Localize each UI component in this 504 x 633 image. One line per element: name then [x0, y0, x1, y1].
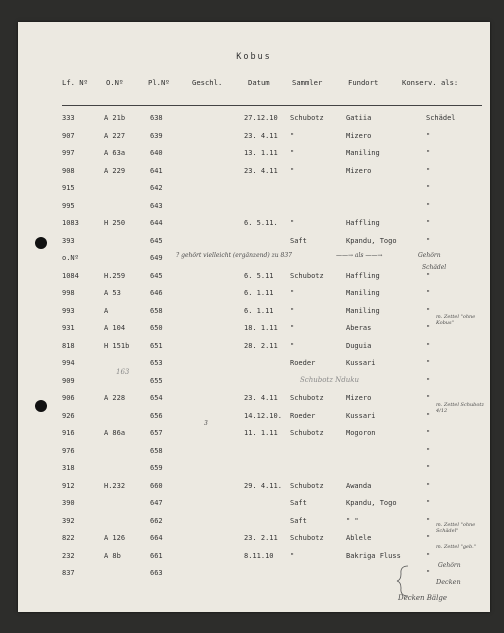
- sammler-cell: ": [290, 551, 295, 560]
- lf-nr-cell: 232: [62, 551, 75, 560]
- header-geschl: Geschl.: [192, 78, 223, 87]
- o-nr-cell: A 21b: [104, 114, 126, 122]
- header-fundort: Fundort: [348, 78, 379, 87]
- handwritten-schaedel: Schädel: [422, 264, 447, 271]
- table-row: [18, 412, 490, 426]
- o-nr-cell: A 228: [104, 394, 126, 402]
- pl-nr-cell: 661: [150, 551, 163, 560]
- konserv-cell: ": [426, 499, 431, 507]
- pl-nr-cell: 663: [150, 569, 163, 577]
- table-row: [18, 184, 490, 198]
- o-nr-cell: A 53: [104, 289, 121, 297]
- header-o-nr: O.Nº: [106, 78, 124, 87]
- fundort-cell: Mizero: [346, 394, 372, 402]
- pl-nr-cell: 654: [150, 394, 163, 402]
- pl-nr-cell: 646: [150, 289, 163, 297]
- table-row: [18, 359, 490, 373]
- table-row: [18, 324, 490, 338]
- konserv-cell: ": [426, 201, 431, 210]
- fundort-cell: Mogoron: [346, 429, 376, 437]
- sammler-cell: ": [290, 289, 295, 297]
- pl-nr-cell: 655: [150, 376, 163, 385]
- table-row: [18, 132, 490, 146]
- datum-cell: 29. 4.11.: [244, 481, 282, 490]
- lf-nr-cell: 333: [62, 114, 75, 122]
- pl-nr-cell: 641: [150, 166, 163, 175]
- table-row: [18, 289, 490, 303]
- margin-note-5: Gehörn: [438, 562, 461, 569]
- o-nr-cell: A 229: [104, 166, 126, 175]
- table-row: [18, 499, 490, 513]
- sammler-cell: ": [290, 324, 295, 332]
- pl-nr-cell: 644: [150, 219, 163, 227]
- fundort-cell: Kussari: [346, 411, 376, 420]
- konserv-cell: ": [426, 341, 431, 350]
- konserv-cell: ": [426, 149, 431, 157]
- lf-nr-cell: 906: [62, 394, 75, 402]
- pl-nr-cell: 645: [150, 271, 163, 280]
- lf-nr-cell: 931: [62, 324, 75, 332]
- o-nr-cell: A 63a: [104, 149, 126, 157]
- pl-nr-cell: 638: [150, 114, 163, 122]
- o-nr-cell: A 86a: [104, 429, 126, 437]
- sammler-cell: ": [290, 149, 295, 157]
- konserv-cell: ": [426, 184, 431, 192]
- pencil-name: Schubotz Nduku: [300, 376, 360, 384]
- lf-nr-cell: 912: [62, 481, 75, 490]
- o-nr-cell: H 151b: [104, 341, 130, 350]
- datum-cell: 13. 1.11: [244, 149, 278, 157]
- pl-nr-cell: 639: [150, 131, 163, 140]
- table-row: [18, 377, 490, 391]
- fundort-cell: Maniling: [346, 306, 380, 315]
- lf-nr-cell: 994: [62, 359, 75, 367]
- handwritten-arrow: ——→ als ——→: [336, 252, 383, 259]
- handwritten-gehoern: Gehörn: [418, 252, 441, 259]
- fundort-cell: Haffling: [346, 271, 380, 280]
- pl-nr-cell: 664: [150, 534, 163, 542]
- fundort-cell: Haffling: [346, 219, 380, 227]
- table-row: [18, 149, 490, 163]
- pl-nr-cell: 649: [150, 254, 163, 262]
- konserv-cell: ": [426, 464, 431, 472]
- konserv-cell: ": [426, 271, 431, 280]
- datum-cell: 6. 5.11: [244, 271, 274, 280]
- fundort-cell: Kpandu, Togo: [346, 499, 397, 507]
- handwritten-note: ? gehört vielleicht (ergänzend) zu 837: [176, 252, 292, 259]
- brace-mark: [396, 564, 410, 598]
- sammler-cell: Roeder: [290, 411, 316, 420]
- lf-nr-cell: 837: [62, 569, 75, 577]
- lf-nr-cell: 1083: [62, 219, 79, 227]
- fundort-cell: Maniling: [346, 289, 380, 297]
- sammler-cell: ": [290, 306, 295, 315]
- lf-nr-cell: 907: [62, 131, 75, 140]
- fundort-cell: Kussari: [346, 359, 376, 367]
- lf-nr-cell: 998: [62, 289, 75, 297]
- sammler-cell: Saft: [290, 236, 307, 245]
- pl-nr-cell: 643: [150, 201, 163, 210]
- datum-cell: 23. 4.11: [244, 166, 278, 175]
- konserv-cell: ": [426, 569, 431, 577]
- konserv-cell: ": [426, 481, 431, 490]
- sammler-cell: ": [290, 219, 295, 227]
- page-title: Kobus: [236, 52, 272, 62]
- header-konserv: Konserv. als:: [402, 78, 459, 87]
- margin-note-2: m. Zettel Schubotz 4/12: [436, 402, 485, 414]
- o-nr-cell: A: [104, 306, 109, 315]
- pl-nr-cell: 662: [150, 516, 163, 525]
- pl-nr-cell: 653: [150, 359, 163, 367]
- header-rule: [62, 105, 482, 106]
- fundort-cell: Gatiia: [346, 114, 372, 122]
- table-row: [18, 429, 490, 443]
- datum-cell: 27.12.10: [244, 114, 278, 122]
- table-row: [18, 237, 490, 251]
- konserv-cell: ": [426, 306, 431, 315]
- margin-note-6: Decken: [436, 578, 461, 586]
- datum-cell: 6. 1.11: [244, 289, 274, 297]
- pl-nr-cell: 658: [150, 446, 163, 455]
- lf-nr-cell: 976: [62, 446, 75, 455]
- sammler-cell: Schubotz: [290, 481, 324, 490]
- konserv-cell: ": [426, 376, 431, 385]
- lf-nr-cell: 926: [62, 411, 75, 420]
- sammler-cell: Schubotz: [290, 271, 324, 280]
- fundort-cell: Bakriga Fluss: [346, 551, 401, 560]
- datum-cell: 23. 2.11: [244, 534, 278, 542]
- pl-nr-cell: 656: [150, 411, 163, 420]
- punch-hole-top: [35, 237, 47, 249]
- lf-nr-cell: 1084: [62, 271, 79, 280]
- datum-cell: 18. 1.11: [244, 324, 278, 332]
- konserv-cell: ": [426, 446, 431, 455]
- table-row: [18, 307, 490, 321]
- margin-note-4: m. Zettel "geb.": [436, 544, 477, 550]
- konserv-cell: ": [426, 131, 431, 140]
- sammler-cell: Saft: [290, 499, 307, 507]
- o-nr-cell: A 104: [104, 324, 126, 332]
- fundort-cell: Mizero: [346, 166, 372, 175]
- margin-note-1: m. Zettel "ohne Kobus": [436, 314, 476, 326]
- o-nr-cell: H.232: [104, 481, 126, 490]
- table-row: [18, 552, 490, 566]
- margin-note-3: m. Zettel "ohne Schädel": [436, 522, 476, 534]
- konserv-cell: ": [426, 516, 431, 525]
- fundort-cell: Ablele: [346, 534, 372, 542]
- datum-cell: 8.11.10: [244, 551, 274, 560]
- pl-nr-cell: 658: [150, 306, 163, 315]
- table-row: [18, 447, 490, 461]
- table-row: [18, 482, 490, 496]
- table-row: [18, 394, 490, 408]
- pl-nr-cell: 650: [150, 324, 163, 332]
- datum-cell: 14.12.10.: [244, 411, 282, 420]
- table-row: [18, 272, 490, 286]
- lf-nr-cell: 908: [62, 166, 75, 175]
- table-row: [18, 219, 490, 233]
- pl-nr-cell: 640: [150, 149, 163, 157]
- lf-nr-cell: 993: [62, 306, 75, 315]
- fundort-cell: Awanda: [346, 481, 372, 490]
- fundort-cell: Kpandu, Togo: [346, 236, 397, 245]
- lf-nr-cell: 995: [62, 201, 75, 210]
- konserv-cell: ": [426, 289, 431, 297]
- table-row: [18, 114, 490, 128]
- lf-nr-cell: 392: [62, 516, 75, 525]
- konserv-cell: ": [426, 219, 431, 227]
- fundort-cell: Mizero: [346, 131, 372, 140]
- lf-nr-cell: 997: [62, 149, 75, 157]
- pl-nr-cell: 659: [150, 464, 163, 472]
- pl-nr-cell: 647: [150, 499, 163, 507]
- table-row: [18, 202, 490, 216]
- sammler-cell: ": [290, 131, 295, 140]
- table-row: [18, 534, 490, 548]
- fundort-cell: " ": [346, 516, 359, 525]
- sammler-cell: Schubotz: [290, 534, 324, 542]
- datum-cell: 23. 4.11: [244, 394, 278, 402]
- sammler-cell: Schubotz: [290, 429, 324, 437]
- header-lf-nr: Lf. Nº: [62, 78, 88, 87]
- o-nr-cell: A 227: [104, 131, 126, 140]
- margin-note-7: Decken Bälge: [398, 594, 447, 602]
- datum-cell: 6. 5.11.: [244, 219, 278, 227]
- lf-nr-cell: 916: [62, 429, 75, 437]
- datum-cell: 6. 1.11: [244, 306, 274, 315]
- o-nr-cell: H.259: [104, 271, 126, 280]
- fundort-cell: Aberas: [346, 324, 372, 332]
- table-row: [18, 517, 490, 531]
- sammler-cell: Roeder: [290, 359, 316, 367]
- pl-nr-cell: 651: [150, 341, 163, 350]
- sammler-cell: Saft: [290, 516, 307, 525]
- datum-cell: 11. 1.11: [244, 429, 278, 437]
- konserv-cell: ": [426, 394, 431, 402]
- o-nr-cell: H 250: [104, 219, 126, 227]
- datum-cell: 23. 4.11: [244, 131, 278, 140]
- pl-nr-cell: 645: [150, 236, 163, 245]
- fundort-cell: Duguia: [346, 341, 372, 350]
- sammler-cell: Schubotz: [290, 114, 324, 122]
- konserv-cell: ": [426, 534, 431, 542]
- table-row: [18, 464, 490, 478]
- table-row: [18, 569, 490, 583]
- sammler-cell: ": [290, 341, 295, 350]
- sammler-cell: ": [290, 166, 295, 175]
- konserv-cell: ": [426, 411, 431, 420]
- pl-nr-cell: 657: [150, 429, 163, 437]
- pencil-o-nr: 163: [116, 368, 130, 376]
- header-datum: Datum: [248, 78, 270, 87]
- lf-nr-cell: 393: [62, 236, 75, 245]
- punch-hole-bottom: [35, 400, 47, 412]
- header-pl-nr: Pl.Nº: [148, 78, 170, 87]
- o-nr-cell: A 126: [104, 534, 126, 542]
- header-sammler: Sammler: [292, 78, 323, 87]
- table-row: [18, 342, 490, 356]
- lf-nr-cell: 909: [62, 376, 75, 385]
- konserv-cell: ": [426, 359, 431, 367]
- lf-nr-cell: 390: [62, 499, 75, 507]
- table-row: [18, 167, 490, 181]
- sammler-cell: Schubotz: [290, 394, 324, 402]
- lf-nr-cell: o.Nº: [62, 254, 79, 262]
- pl-nr-cell: 642: [150, 184, 163, 192]
- lf-nr-cell: 318: [62, 464, 75, 472]
- konserv-cell: ": [426, 236, 431, 245]
- konserv-cell: ": [426, 166, 431, 175]
- konserv-cell: ": [426, 429, 431, 437]
- pl-nr-cell: 660: [150, 481, 163, 490]
- document-page: [18, 22, 490, 612]
- lf-nr-cell: 818: [62, 341, 75, 350]
- konserv-cell: ": [426, 324, 431, 332]
- datum-cell: 28. 2.11: [244, 341, 278, 350]
- handwritten-geschl: 3: [204, 420, 208, 427]
- konserv-cell: ": [426, 551, 431, 560]
- o-nr-cell: A 8b: [104, 551, 121, 560]
- lf-nr-cell: 915: [62, 184, 75, 192]
- konserv-cell: Schädel: [426, 114, 456, 122]
- lf-nr-cell: 822: [62, 534, 75, 542]
- fundort-cell: Maniling: [346, 149, 380, 157]
